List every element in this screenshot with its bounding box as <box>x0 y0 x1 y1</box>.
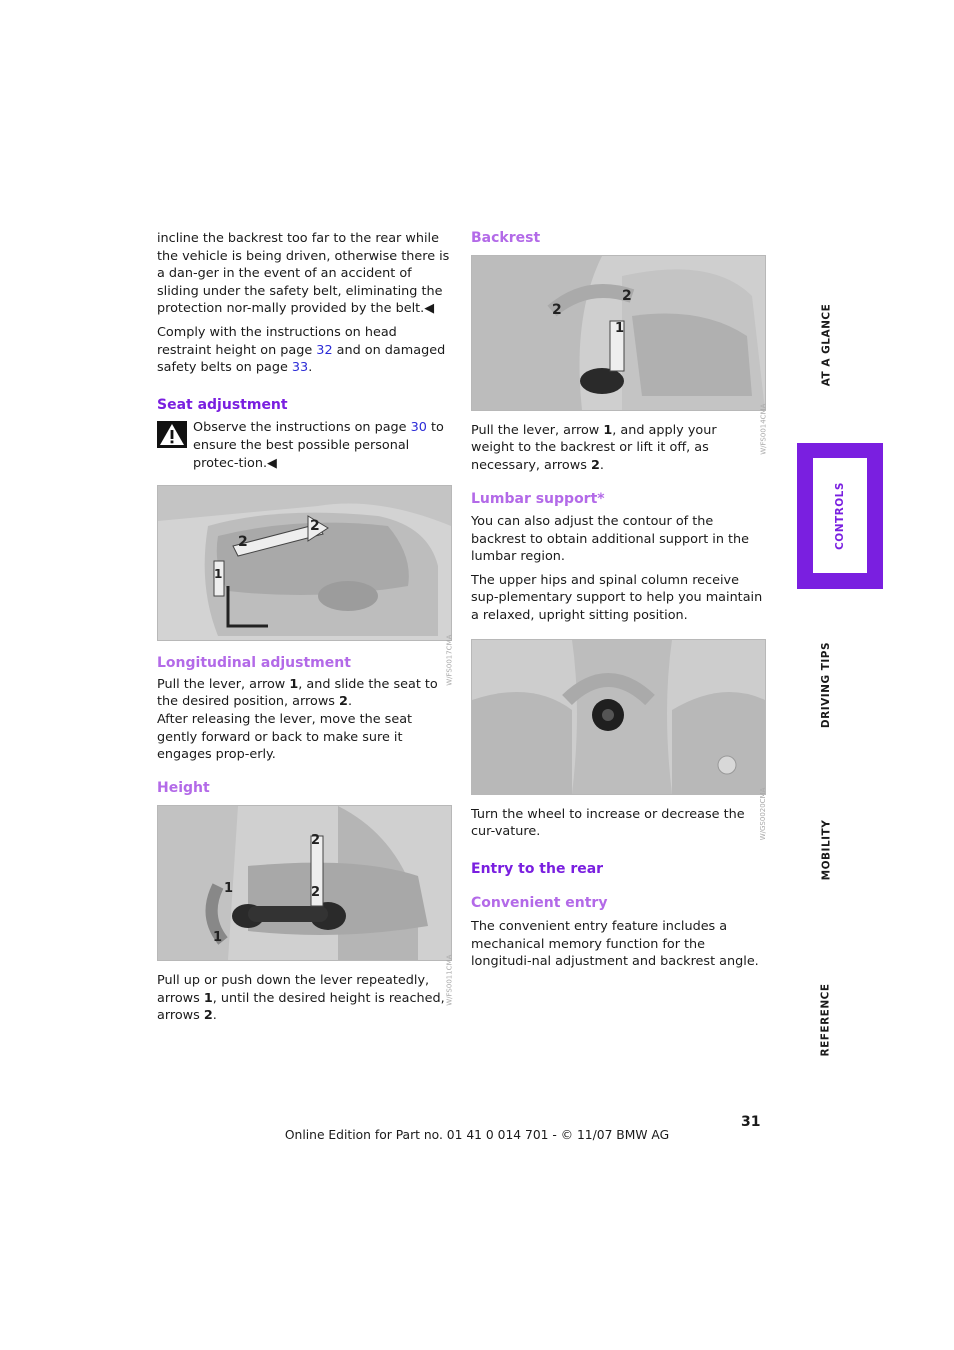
height-heading: Height <box>157 779 210 796</box>
arrow-label-2b: 2 <box>622 287 632 304</box>
right-column <box>471 230 768 977</box>
convenient-entry-paragraph: The convenient entry feature includes a mechanical memory function for the longitudi-nal adjustment and backrest angle. <box>471 918 759 970</box>
arrow-label-2: 2 <box>552 301 562 318</box>
page-number: 31 <box>741 1114 761 1130</box>
arrow-label-2: 2 <box>238 534 248 551</box>
page-link-30[interactable]: 30 <box>410 420 427 436</box>
arrow-label-1: 1 <box>615 320 625 336</box>
height-instructions: Pull up or push down the lever repeatedly, arrows 1, until the desired height is reached, arrows 2. <box>157 973 445 1024</box>
longitudinal-adjustment-heading: Longitudinal adjustment <box>157 655 351 672</box>
arrow-label-1: 1 <box>214 567 223 582</box>
longitudinal-instructions: Pull the lever, arrow 1, and slide the seat to the desired position, arrows 2. <box>157 676 438 710</box>
tab-at-a-glance[interactable]: AT A GLANCE <box>820 303 833 387</box>
figure-code: W/FS0014CMA <box>759 403 768 455</box>
tab-driving-tips[interactable]: DRIVING TIPS <box>820 641 833 729</box>
arrow-label-2b: 2 <box>311 885 321 901</box>
lumbar-paragraph-2: The upper hips and spinal column receive sup-plementary support to help you maintain a relaxed, upright sitting position. <box>471 572 763 623</box>
intro-paragraph: incline the backrest too far to the rear while the vehicle is being driven, otherwise there is a dan-ger in the event of an accident of sliding under the safety belt, eliminating the protection nor-mally provided by the belt.◀ <box>157 231 450 317</box>
convenient-entry-heading: Convenient entry <box>471 895 608 912</box>
footer: Online Edition for Part no. 01 41 0 014 701 - © 11/07 BMW AG <box>284 1128 670 1142</box>
figure-code: W/GS0020CMA <box>759 787 768 841</box>
entry-to-rear-heading: Entry to the rear <box>471 860 604 877</box>
intro-paragraph-2: Comply with the instructions on head restraint height on page 32 and on damaged safety belts on page 33. <box>157 324 446 376</box>
backrest-heading: Backrest <box>471 230 541 246</box>
figure-code: W/FS0011CMA <box>445 954 454 1006</box>
page-link-33[interactable]: 33 <box>291 360 309 376</box>
arrow-label-2b: 2 <box>310 518 320 535</box>
seat-adjustment-heading: Seat adjustment <box>157 396 288 413</box>
warning-note: Observe the instructions on page 30 to ensure the best possible personal protec-tion.◀ <box>157 419 451 472</box>
tab-mobility[interactable]: MOBILITY <box>820 819 832 881</box>
lumbar-paragraph-3: Turn the wheel to increase or decrease the cur-vature. <box>471 806 745 840</box>
arrow-label-1: 1 <box>224 881 234 897</box>
left-column <box>157 230 454 1025</box>
lumbar-paragraph-1: You can also adjust the contour of the backrest to obtain additional support in the lumbar region. <box>471 513 750 565</box>
tab-controls[interactable]: CONTROLS <box>813 458 867 573</box>
arrow-label-2: 2 <box>311 833 321 849</box>
figure-code: W/FS0017CMA <box>445 634 454 686</box>
page-link-32[interactable]: 32 <box>316 342 333 358</box>
warning-icon <box>157 421 187 448</box>
lumbar-support-heading: Lumbar support* <box>471 491 605 508</box>
arrow-label-1b: 1 <box>213 930 223 946</box>
backrest-instructions: Pull the lever, arrow 1, and apply your weight to the backrest or lift it off, as necessary, arrows 2. <box>471 422 717 473</box>
tab-reference[interactable]: REFERENCE <box>820 983 832 1057</box>
longitudinal-instructions-2: After releasing the lever, move the seat gently forward or back to make sure it engages prop-erly. <box>157 711 413 763</box>
